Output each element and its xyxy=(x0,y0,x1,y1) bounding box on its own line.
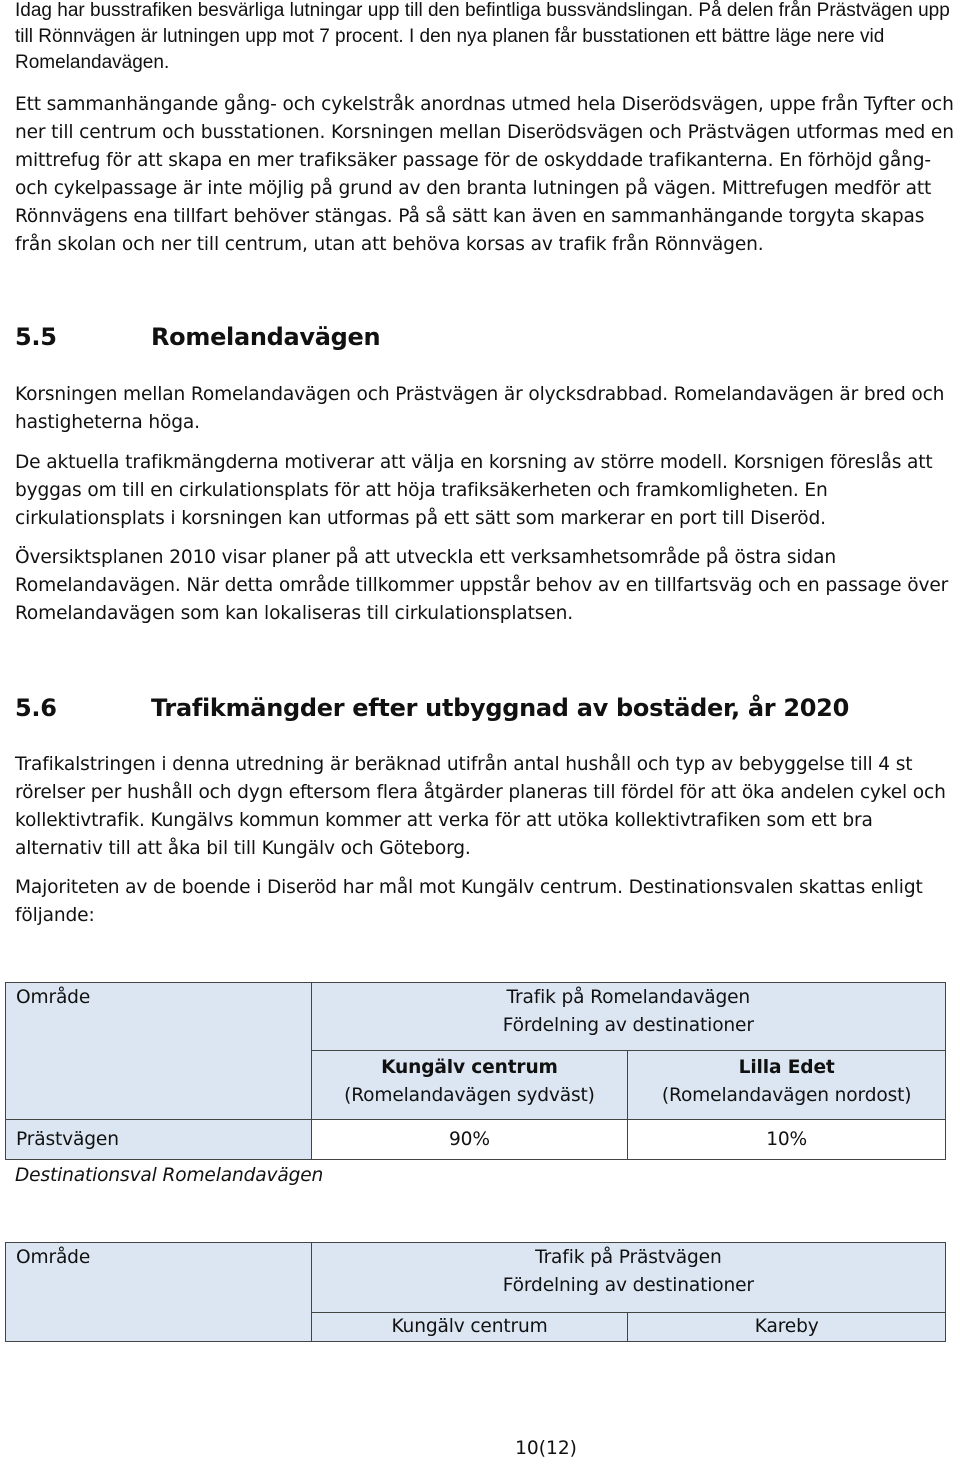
table-header-area: Område xyxy=(6,983,312,1120)
table-cell: 10% xyxy=(628,1120,946,1160)
section-number: 5.5 xyxy=(15,323,57,351)
paragraph-romelandavagen-intersection: Korsningen mellan Romelandavägen och Prästvägen är olycksdrabbad. Romelandavägen är bred och hastigheterna höga. xyxy=(15,384,945,433)
table-header-line: Trafik på Romelandavägen xyxy=(506,987,751,1008)
table-cell: 90% xyxy=(311,1120,628,1160)
table-header-traffic xyxy=(311,983,945,1051)
table-header-traffic xyxy=(311,1243,945,1313)
table-row xyxy=(6,1120,946,1160)
section-heading-5-5 xyxy=(15,323,380,351)
paragraph-roundabout: De aktuella trafikmängderna motiverar att välja en korsning av större modell. Korsnigen föreslås att byggas om till en cirkulationsplats för att höja trafiksäkerheten och framkomligheten. En cirkulationsplats i korsningen kan utformas på ett sätt som markerar en port till Diseröd. xyxy=(15,452,933,529)
section-title: Romelandavägen xyxy=(151,323,381,351)
page-number: 10(12) xyxy=(515,1438,577,1459)
paragraph-bus-traffic: Idag har busstrafiken besvärliga lutningar upp till den befintliga bussvändslingan. På delen från Prästvägen upp till Rönnvägen är lutningen upp mot 7 procent. I den nya planen får busstationen ett bättre läge nere vid Romelandavägen. xyxy=(15,0,950,73)
paragraph-walking-cycling: Ett sammanhängande gång- och cykelstråk anordnas utmed hela Diserödsvägen, uppe från Tyfter och ner till centrum och busstationen. Korsningen mellan Diserödsvägen och Prästvägen utformas med en mittrefug för att skapa en mer trafiksäker passage för de oskyddade trafikanterna. En förhöjd gång- och cykelpassage är inte möjlig på grund av den branta lutningen på vägen. Mittrefugen medför att Rönnvägens ena tillfart behöver stängas. På så sätt kan även en sammanhängande torgyta skapas från skolan och ner till centrum, utan att behöva korsas av trafik från Rönnvägen. xyxy=(15,94,954,255)
table-header-row xyxy=(6,983,946,1051)
destination-table-romelandavagen xyxy=(5,982,946,1160)
table-header-destination xyxy=(311,1051,628,1120)
section-number: 5.6 xyxy=(15,694,57,722)
paragraph-destinations: Majoriteten av de boende i Diseröd har mål mot Kungälv centrum. Destinationsvalen skattas enligt följande: xyxy=(15,877,923,926)
section-title: Trafikmängder efter utbyggnad av bostäder, år 2020 xyxy=(151,694,849,722)
table-header-line: Fördelning av destinationer xyxy=(502,1275,754,1296)
table-header-line: Trafik på Prästvägen xyxy=(535,1247,722,1268)
section-heading-5-6 xyxy=(15,694,849,722)
destination-name: Kungälv centrum xyxy=(381,1057,558,1078)
destination-name: Lilla Edet xyxy=(738,1057,835,1078)
table-header-line: Fördelning av destinationer xyxy=(502,1015,754,1036)
destination-subtitle: (Romelandavägen sydväst) xyxy=(344,1085,595,1106)
table-header-area: Område xyxy=(6,1243,312,1342)
table-caption: Destinationsval Romelandavägen xyxy=(15,1165,324,1186)
table-header-row xyxy=(6,1243,946,1313)
table-header-destination: Kungälv centrum xyxy=(311,1313,628,1342)
paragraph-trip-generation: Trafikalstringen i denna utredning är beräknad utifrån antal hushåll och typ av bebyggelse till 4 st rörelser per hushåll och dygn eftersom flera åtgärder planeras till fördel för att öka andelen cykel och kollektivtrafik. Kungälvs kommun kommer att verka för att utöka kollektivtrafiken som ett bra alternativ till att åka bil till Kungälv och Göteborg. xyxy=(15,754,946,859)
table-row-label: Prästvägen xyxy=(6,1120,312,1160)
destination-subtitle: (Romelandavägen nordost) xyxy=(661,1085,912,1106)
destination-table-prastvagen xyxy=(5,1242,946,1342)
paragraph-overview-plan: Översiktsplanen 2010 visar planer på att utveckla ett verksamhetsområde på östra sidan Romelandavägen. När detta område tillkommer uppstår behov av en tillfartsväg och en passage över Romelandavägen som kan lokaliseras till cirkulationsplatsen. xyxy=(15,547,949,624)
table-header-destination xyxy=(628,1051,946,1120)
table-header-destination: Kareby xyxy=(628,1313,946,1342)
